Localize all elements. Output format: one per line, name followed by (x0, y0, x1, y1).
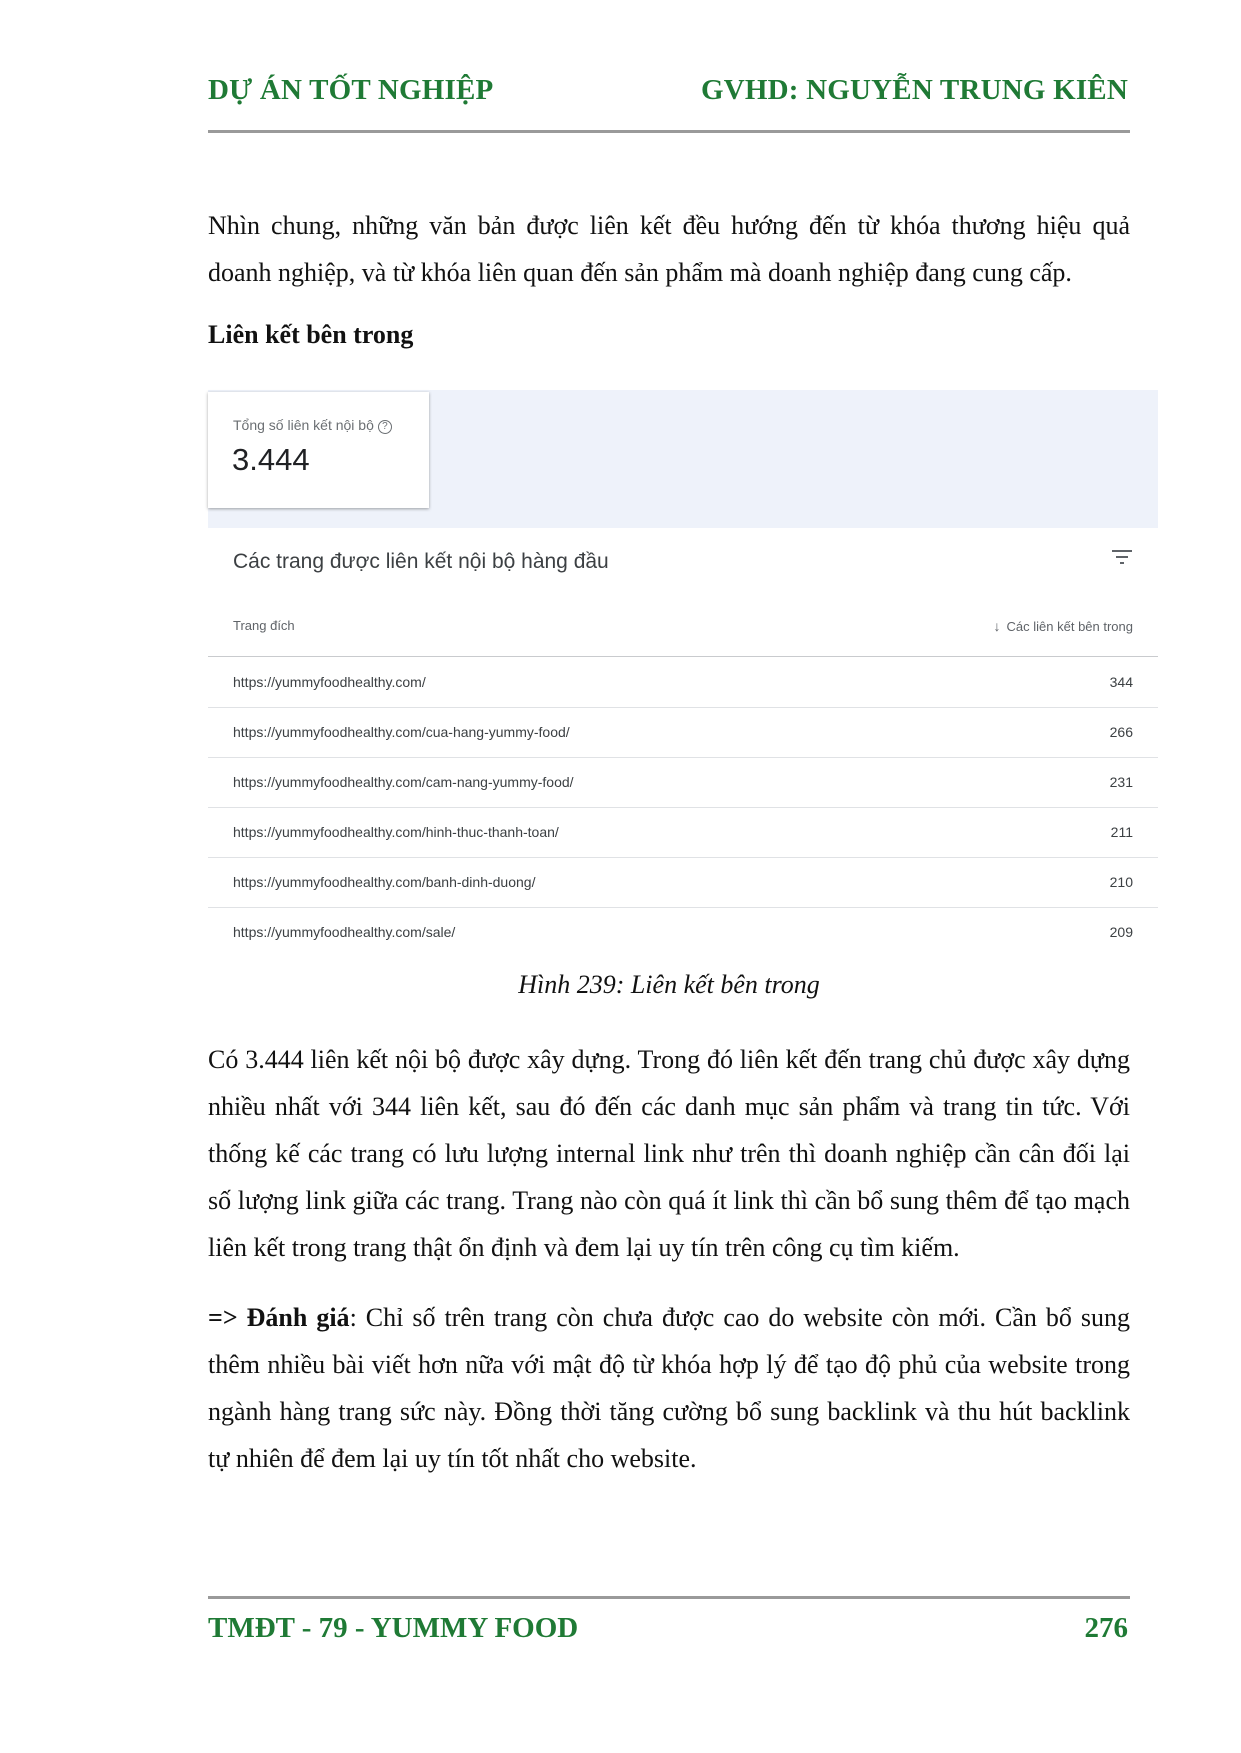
stat-label: Tổng số liên kết nội bộ (233, 417, 374, 433)
figure-caption: Hình 239: Liên kết bên trong (518, 970, 820, 999)
row-count: 209 (1109, 924, 1133, 940)
table-row[interactable] (208, 757, 1158, 808)
row-url[interactable]: https://yummyfoodhealthy.com/banh-dinh-duong/ (233, 874, 536, 890)
column-header-internal-links-label: Các liên kết bên trong (1006, 619, 1133, 634)
analysis-paragraph: Có 3.444 liên kết nội bộ được xây dựng. Trong đó liên kết đến trang chủ được xây dựng nhiều nhất với 344 liên kết, sau đó đến các danh mục sản phẩm và trang tin tức. Với thống kế các trang có lưu lượng internal link như trên thì doanh nghiệp cần cân đối lại số lượng link giữa các trang. Trang nào còn quá ít link thì cần bổ sung thêm để tạo mạch liên kết trong trang thật ổn định và đem lại uy tín trên công cụ tìm kiếm. (208, 1045, 1130, 1262)
row-url[interactable]: https://yummyfoodhealthy.com/cam-nang-yummy-food/ (233, 774, 574, 790)
row-count: 344 (1109, 674, 1133, 690)
help-circle-icon[interactable]: ? (378, 420, 392, 434)
row-count: 210 (1109, 874, 1133, 890)
row-count: 211 (1110, 824, 1133, 840)
row-url[interactable]: https://yummyfoodhealthy.com/ (233, 674, 426, 690)
page-header (208, 74, 1128, 107)
internal-links-screenshot (208, 390, 1158, 952)
table-row[interactable] (208, 857, 1158, 908)
row-count: 266 (1109, 724, 1133, 740)
row-url[interactable]: https://yummyfoodhealthy.com/sale/ (233, 924, 456, 940)
evaluation-text: : Chỉ số trên trang còn chưa được cao do website còn mới. Cần bổ sung thêm nhiều bài viết hơn nữa với mật độ từ khóa hợp lý để tạo độ phủ của website trong ngành hàng trang sức này. Đồng thời tăng cường bổ sung backlink và thu hút backlink tự nhiên để đem lại uy tín tốt nhất cho website. (208, 1303, 1131, 1473)
page-footer (208, 1612, 1128, 1645)
header-project-title: DỰ ÁN TỐT NGHIỆP (208, 74, 494, 106)
column-header-internal-links[interactable] (994, 618, 1133, 634)
section-heading: Liên kết bên trong (208, 320, 414, 349)
footer-project-name: TMĐT - 79 - YUMMY FOOD (208, 1612, 579, 1644)
total-internal-links-card (208, 392, 429, 508)
row-count: 231 (1109, 774, 1133, 790)
row-url[interactable]: https://yummyfoodhealthy.com/hinh-thuc-thanh-toan/ (233, 824, 559, 840)
arrow-down-icon: ↓ (993, 618, 1001, 634)
page-number: 276 (1084, 1612, 1128, 1644)
table-row[interactable] (208, 707, 1158, 758)
header-advisor: GVHD: NGUYỄN TRUNG KIÊN (700, 74, 1128, 106)
table-row[interactable] (208, 807, 1158, 858)
row-url[interactable]: https://yummyfoodhealthy.com/cua-hang-yummy-food/ (233, 724, 570, 740)
stat-value: 3.444 (232, 442, 310, 477)
intro-paragraph: Nhìn chung, những văn bản được liên kết đều hướng đến từ khóa thương hiệu quả doanh nghiệp, và từ khóa liên quan đến sản phẩm mà doanh nghiệp đang cung cấp. (208, 211, 1130, 287)
evaluation-arrow: => (208, 1303, 238, 1332)
column-header-destination[interactable]: Trang đích (233, 618, 295, 633)
table-row[interactable] (208, 907, 1158, 957)
filter-icon[interactable] (1112, 548, 1134, 568)
evaluation-label: Đánh giá (246, 1303, 350, 1332)
evaluation-paragraph (208, 1294, 1130, 1482)
header-divider (208, 130, 1130, 133)
table-row[interactable] (208, 657, 1158, 708)
footer-divider (208, 1596, 1130, 1599)
table-title: Các trang được liên kết nội bộ hàng đầu (233, 550, 609, 573)
